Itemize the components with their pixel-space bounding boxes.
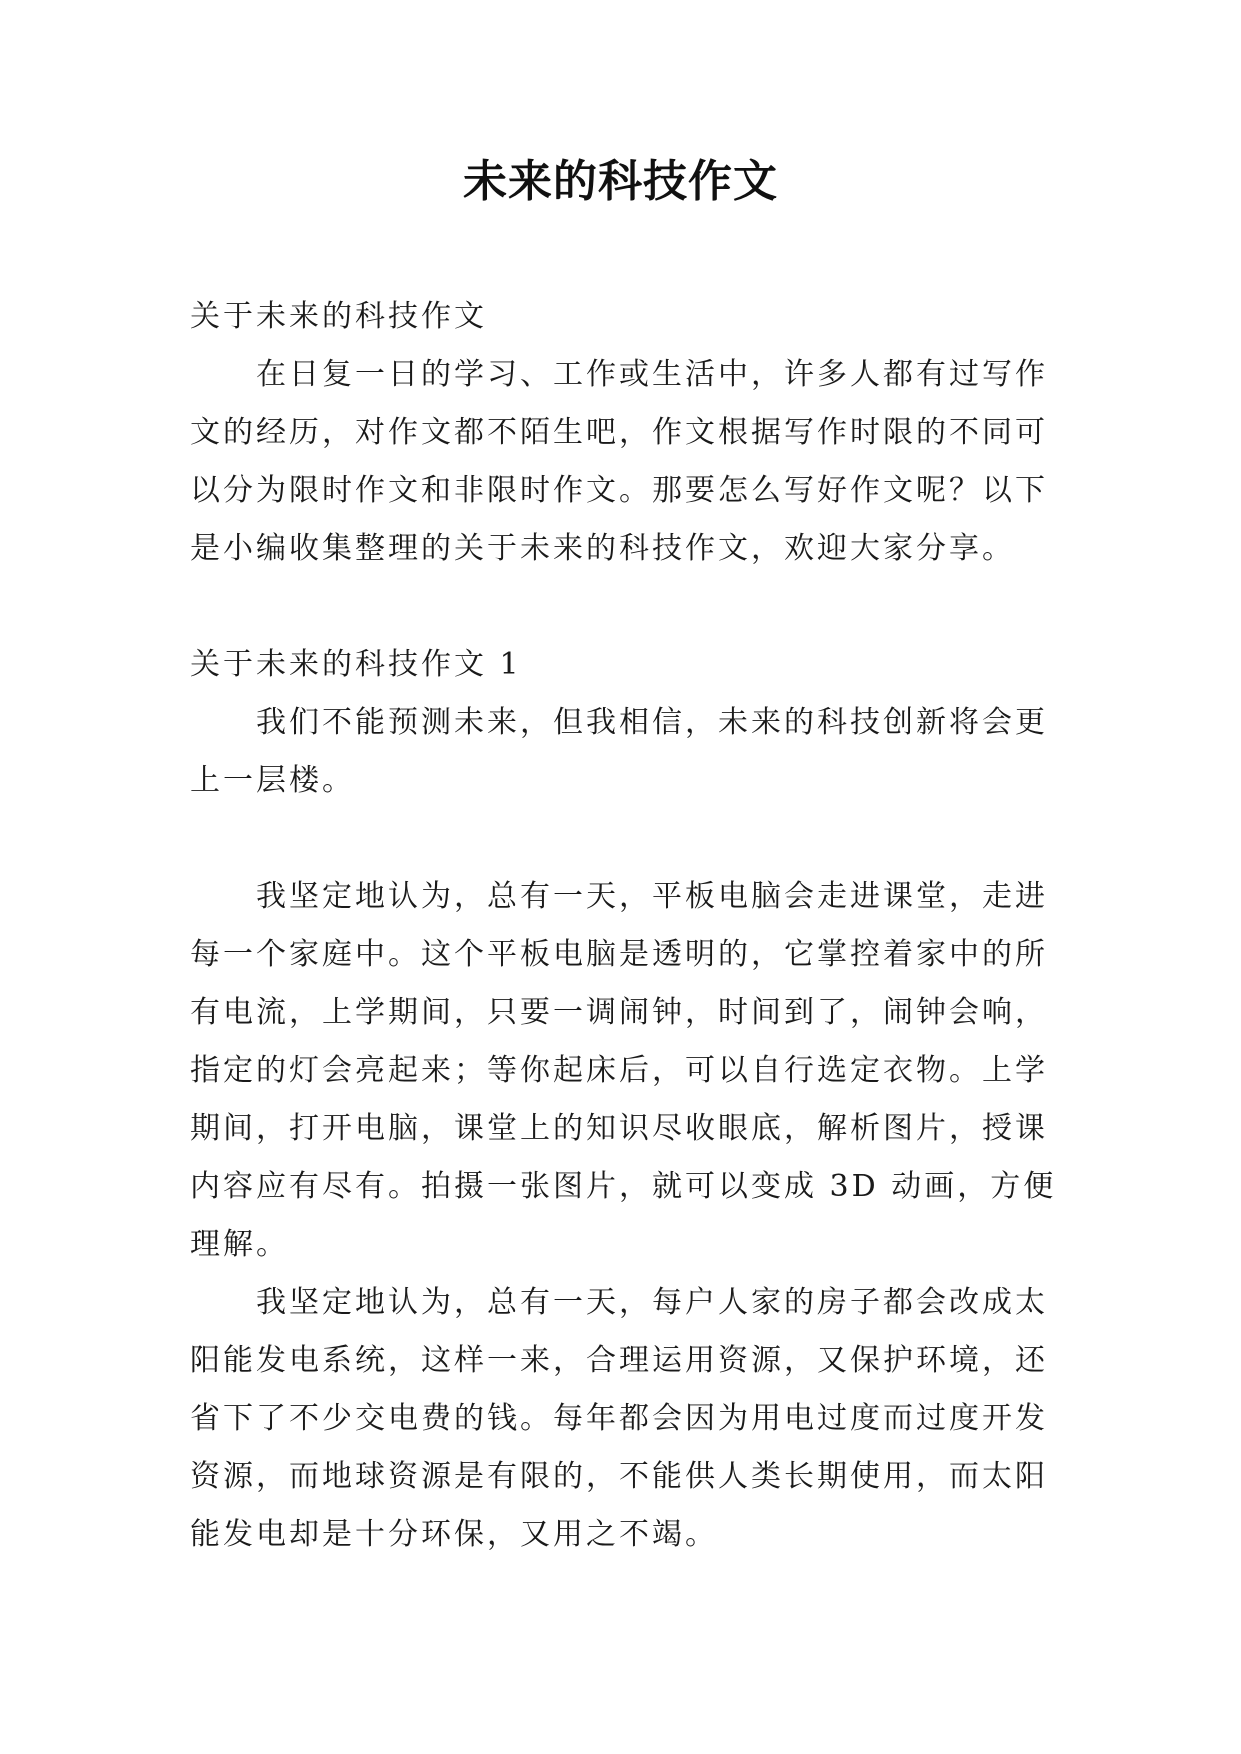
essay1-p3-line: 省下了不少交电费的钱。每年都会因为用电过度而过度开发 (190, 1401, 1048, 1436)
essay1-p2-line: 每一个家庭中。这个平板电脑是透明的，它掌控着家中的所 (190, 937, 1048, 972)
intro-line: 以分为限时作文和非限时作文。那要怎么写好作文呢？以下 (190, 473, 1048, 508)
essay1-p2-line: 我坚定地认为，总有一天，平板电脑会走进课堂，走进 (256, 879, 1048, 914)
intro-heading: 关于未来的科技作文 (190, 299, 487, 334)
essay1-heading: 关于未来的科技作文 1 (190, 647, 522, 682)
paragraph-spacer (190, 810, 1060, 868)
essay1-p3-line: 能发电却是十分环保，又用之不竭。 (190, 1517, 718, 1552)
essay1-p1-line: 上一层楼。 (190, 763, 355, 798)
essay1-p2-line: 有电流，上学期间，只要一调闹钟，时间到了，闹钟会响， (190, 995, 1048, 1030)
essay1-p2-line: 期间，打开电脑，课堂上的知识尽收眼底，解析图片，授课 (190, 1111, 1048, 1146)
intro-line: 是小编收集整理的关于未来的科技作文，欢迎大家分享。 (190, 531, 1015, 566)
essay1-p3-line: 我坚定地认为，总有一天，每户人家的房子都会改成太 (256, 1285, 1048, 1320)
essay1-p2-line: 理解。 (190, 1227, 289, 1262)
essay1-p3-line: 阳能发电系统，这样一来，合理运用资源，又保护环境，还 (190, 1343, 1048, 1378)
document-title: 未来的科技作文 (463, 156, 778, 207)
document-body (190, 288, 1060, 1564)
intro-line: 文的经历，对作文都不陌生吧，作文根据写作时限的不同可 (190, 415, 1048, 450)
intro-line: 在日复一日的学习、工作或生活中，许多人都有过写作 (256, 357, 1048, 392)
essay1-p3-line: 资源，而地球资源是有限的，不能供人类长期使用，而太阳 (190, 1459, 1048, 1494)
paragraph-spacer (190, 578, 1060, 636)
essay1-p2-line: 内容应有尽有。拍摄一张图片，就可以变成 3D 动画，方便 (190, 1169, 1057, 1204)
essay1-p2-line: 指定的灯会亮起来；等你起床后，可以自行选定衣物。上学 (190, 1053, 1048, 1088)
essay1-p1-line: 我们不能预测未来，但我相信，未来的科技创新将会更 (256, 705, 1048, 740)
